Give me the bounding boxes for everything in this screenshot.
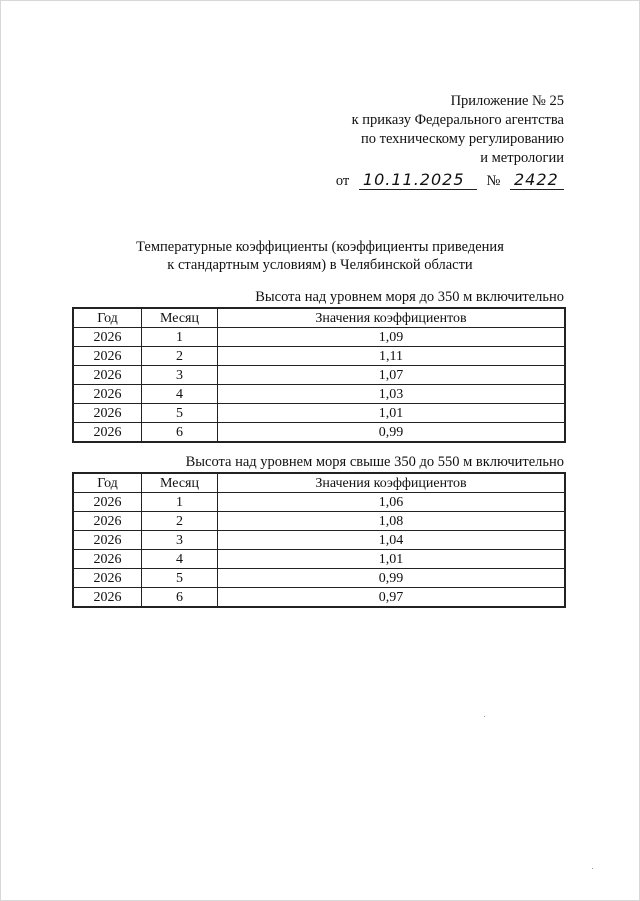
column-month: Месяц <box>142 308 218 328</box>
appendix-header <box>336 92 564 191</box>
cell-month: 1 <box>142 493 218 512</box>
cell-month: 6 <box>142 423 218 443</box>
cell-value: 0,99 <box>218 423 566 443</box>
scan-speck <box>484 716 485 717</box>
cell-year: 2026 <box>73 569 142 588</box>
cell-year: 2026 <box>73 385 142 404</box>
table-row <box>73 423 565 443</box>
cell-value: 1,04 <box>218 531 566 550</box>
scan-speck <box>592 868 593 869</box>
column-year: Год <box>73 473 142 493</box>
cell-value: 1,06 <box>218 493 566 512</box>
order-date-number <box>336 170 564 191</box>
column-coefficient: Значения коэффициентов <box>218 473 566 493</box>
cell-year: 2026 <box>73 347 142 366</box>
coefficients-table-1 <box>72 307 566 443</box>
cell-month: 4 <box>142 385 218 404</box>
table-row <box>73 385 565 404</box>
from-label: от <box>335 173 350 189</box>
cell-year: 2026 <box>73 531 142 550</box>
table-header-row <box>73 308 565 328</box>
table-row <box>73 569 565 588</box>
cell-month: 5 <box>142 569 218 588</box>
cell-year: 2026 <box>73 550 142 569</box>
cell-value: 1,01 <box>218 550 566 569</box>
cell-value: 0,99 <box>218 569 566 588</box>
coefficients-table-2 <box>72 472 566 608</box>
order-reference: к приказу Федерального агентства <box>351 112 564 128</box>
table-row <box>73 550 565 569</box>
cell-month: 1 <box>142 328 218 347</box>
column-coefficient: Значения коэффициентов <box>218 308 566 328</box>
cell-value: 1,08 <box>218 512 566 531</box>
number-label: № <box>486 173 501 189</box>
cell-month: 2 <box>142 512 218 531</box>
table-row <box>73 328 565 347</box>
table-1-caption: Высота над уровнем моря до 350 м включительно <box>255 289 564 305</box>
table-row <box>73 588 565 608</box>
cell-value: 0,97 <box>218 588 566 608</box>
cell-month: 6 <box>142 588 218 608</box>
order-date: 10.11.2025 <box>359 170 477 190</box>
cell-month: 3 <box>142 366 218 385</box>
order-number: 2422 <box>510 170 564 190</box>
cell-value: 1,07 <box>218 366 566 385</box>
cell-year: 2026 <box>73 423 142 443</box>
cell-year: 2026 <box>73 588 142 608</box>
cell-month: 2 <box>142 347 218 366</box>
agency-line-end: и метрологии <box>480 150 564 166</box>
table-row <box>73 366 565 385</box>
cell-year: 2026 <box>73 512 142 531</box>
cell-year: 2026 <box>73 404 142 423</box>
agency-line: по техническому регулированию <box>360 131 564 147</box>
table-row <box>73 404 565 423</box>
cell-value: 1,11 <box>218 347 566 366</box>
table-row <box>73 512 565 531</box>
appendix-number: Приложение № 25 <box>450 93 564 109</box>
document-title <box>0 238 640 274</box>
title-line-1: Температурные коэффициенты (коэффициенты приведения <box>136 239 504 255</box>
column-year: Год <box>73 308 142 328</box>
table-2-caption: Высота над уровнем моря свыше 350 до 550 м включительно <box>185 454 564 470</box>
table-row <box>73 493 565 512</box>
cell-month: 5 <box>142 404 218 423</box>
cell-month: 3 <box>142 531 218 550</box>
table-row <box>73 347 565 366</box>
cell-month: 4 <box>142 550 218 569</box>
cell-year: 2026 <box>73 366 142 385</box>
column-month: Месяц <box>142 473 218 493</box>
cell-year: 2026 <box>73 328 142 347</box>
table-row <box>73 531 565 550</box>
title-line-2: к стандартным условиям) в Челябинской области <box>167 257 473 273</box>
cell-value: 1,01 <box>218 404 566 423</box>
cell-value: 1,03 <box>218 385 566 404</box>
cell-value: 1,09 <box>218 328 566 347</box>
cell-year: 2026 <box>73 493 142 512</box>
table-header-row <box>73 473 565 493</box>
